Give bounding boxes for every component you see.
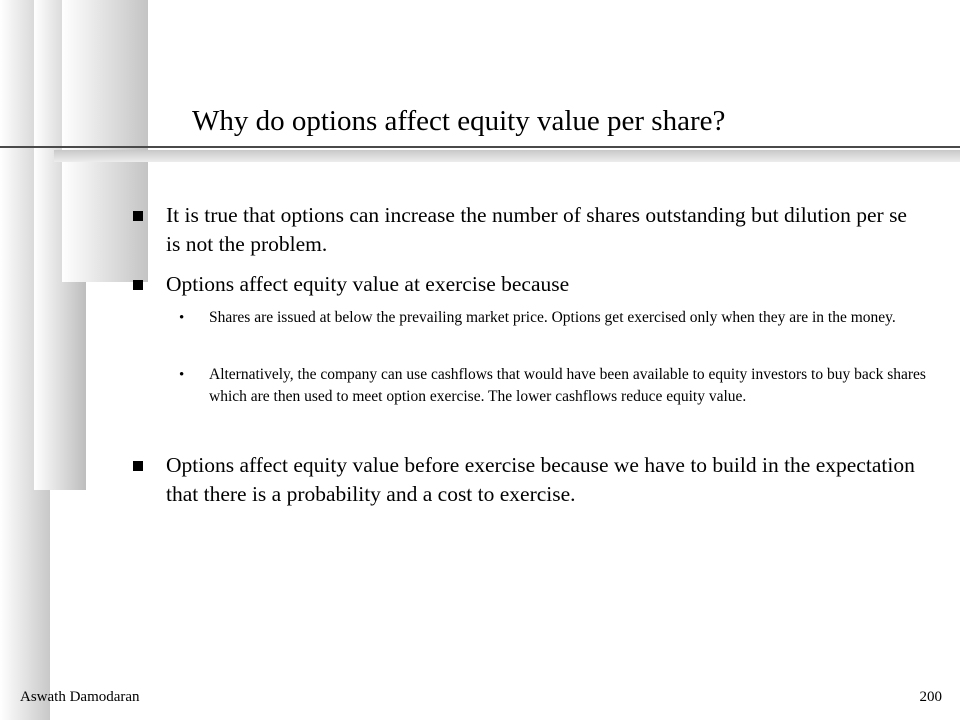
sub-bullet-text: Alternatively, the company can use cashflows that would have been available to equity investors to buy back shares which are then used to meet option exercise. The lower cashflows reduce equity value. (209, 366, 926, 405)
bullet-text: It is true that options can increase the number of shares outstanding but dilution per se is not the problem. (166, 203, 907, 256)
title-rule-dark (0, 146, 960, 148)
title-rule-shaded (54, 150, 960, 162)
bullet-item (166, 451, 926, 509)
page-number: 200 (919, 689, 942, 705)
square-bullet-icon (133, 211, 143, 221)
square-bullet-icon (133, 280, 143, 290)
footer-author: Aswath Damodaran (20, 689, 140, 705)
square-bullet-icon (133, 461, 143, 471)
bullet-item (166, 270, 926, 299)
bullet-item (166, 201, 926, 259)
dot-bullet-icon: • (179, 367, 185, 383)
sub-bullet-text: Shares are issued at below the prevailing market price. Options get exercised only when they are in the money. (209, 309, 896, 326)
sub-bullet-item (179, 364, 929, 408)
slide-title: Why do options affect equity value per share? (192, 105, 726, 137)
bullet-text: Options affect equity value at exercise because (166, 272, 570, 296)
sub-bullet-item (179, 307, 929, 329)
dot-bullet-icon: • (179, 310, 185, 326)
bullet-text: Options affect equity value before exercise because we have to build in the expectation that there is a probability and a cost to exercise. (166, 453, 915, 506)
decorative-side-bar-inner (62, 0, 148, 282)
